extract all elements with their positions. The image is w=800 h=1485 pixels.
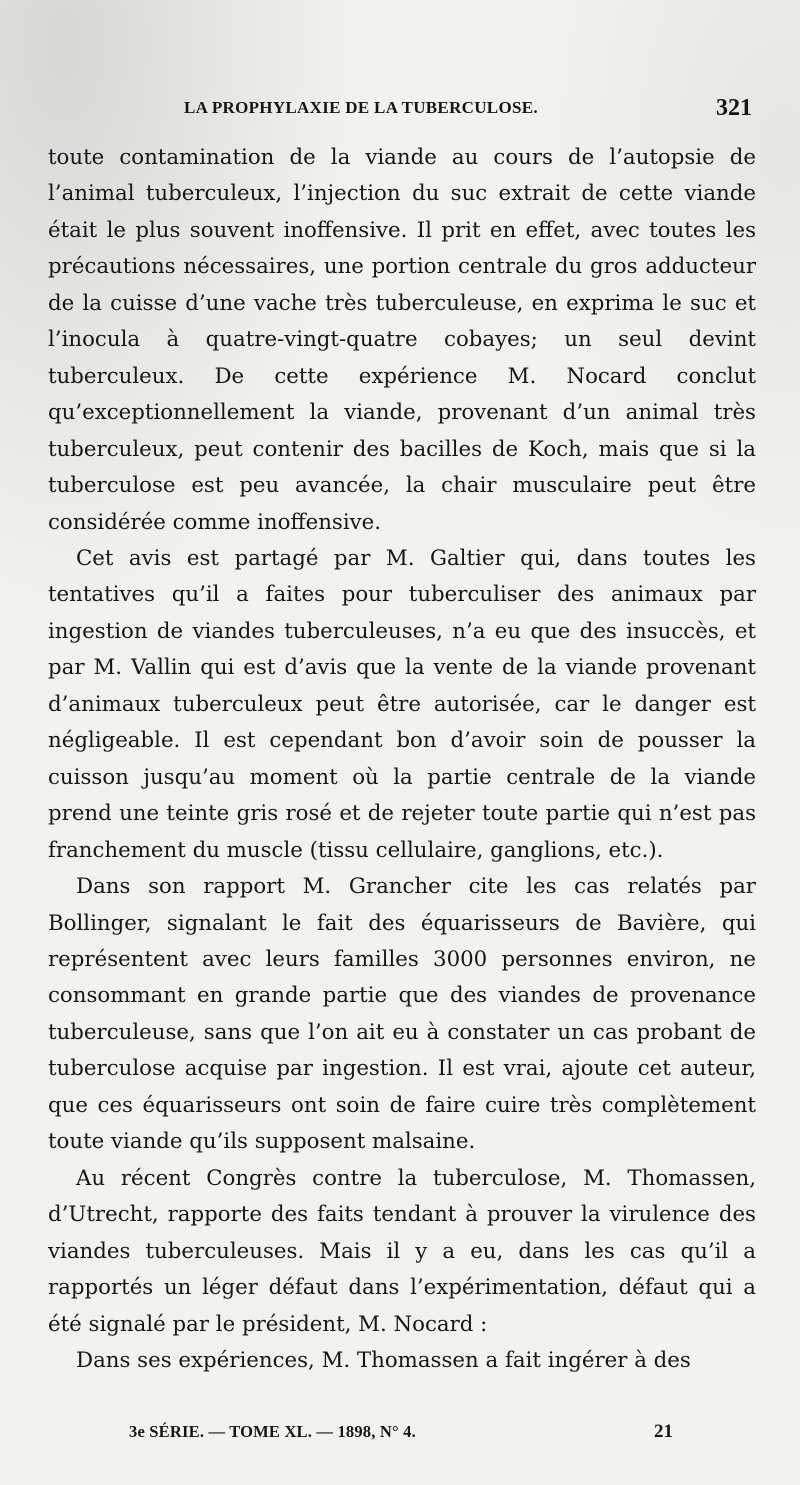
- paragraph-continuation: toute contamination de la viande au cours de l’autopsie de l’animal tuberculeux, l’injection du suc extrait de cette viande était le plus souvent inoffensive. Il prit en effet, avec toutes les précautions nécessaires, une portion centrale du gros adducteur de la cuisse d’une vache très tuberculeuse, en exprima le suc et l’inocula à quatre-vingt-quatre cobayes; un seul devint tuberculeux. De cette expérience M. Nocard conclut qu’exceptionnellement la viande, provenant d’un animal très tuberculeux, peut contenir des bacilles de Koch, mais que si la tuberculose est peu avancée, la chair musculaire peut être considérée comme inoffensive.: [48, 145, 756, 535]
- sheet-number: 21: [654, 1421, 673, 1442]
- page-number: 321: [716, 95, 752, 121]
- paragraph-thomassen-congress: Au récent Congrès contre la tuberculose, M. Thomassen, d’Utrecht, rapporte des faits tendant à prouver la virulence des viandes tuberculeuses. Mais il y a eu, dans les cas qu’il a rapportés un léger défaut dans l’expérimentation, défaut qui a été signalé par le président, M. Nocard :: [48, 1165, 756, 1337]
- paragraph-galtier-vallin: Cet avis est partagé par M. Galtier qui, dans toutes les tentatives qu’il a faites pour tuberculiser des animaux par ingestion de viandes tuberculeuses, n’a eu que des insuccès, et par M. Vallin qui est d’avis que la vente de la viande provenant d’animaux tuberculeux peut être autorisée, car le danger est négligeable. Il est cependant bon d’avoir soin de pousser la cuisson jusqu’au moment où la partie centrale de la viande prend une teinte gris rosé et de rejeter toute partie qui n’est pas franchement du muscle (tissu cellulaire, ganglions, etc.).: [48, 545, 756, 863]
- series-signature: 3e SÉRIE. — TOME XL. — 1898, N° 4.: [129, 1422, 416, 1441]
- paragraph-grancher-bollinger: Dans son rapport M. Grancher cite les cas relatés par Bollinger, signalant le fait des équarisseurs de Bavière, qui représentent avec leurs familles 3000 personnes environ, ne consommant en grande partie que des viandes de provenance tuberculeuse, sans que l’on ait eu à constater un cas probant de tuberculose acquise par ingestion. Il est vrai, ajoute cet auteur, que ces équarisseurs ont soin de faire cuire très complètement toute viande qu’ils supposent malsaine.: [48, 874, 756, 1155]
- running-head: [48, 96, 752, 130]
- running-title: LA PROPHYLAXIE DE LA TUBERCULOSE.: [184, 98, 538, 117]
- paragraph-thomassen-experiments: Dans ses expériences, M. Thomassen a fait ingérer à des: [76, 1347, 691, 1373]
- page-footer: [48, 1422, 752, 1450]
- body-text: [48, 140, 756, 1379]
